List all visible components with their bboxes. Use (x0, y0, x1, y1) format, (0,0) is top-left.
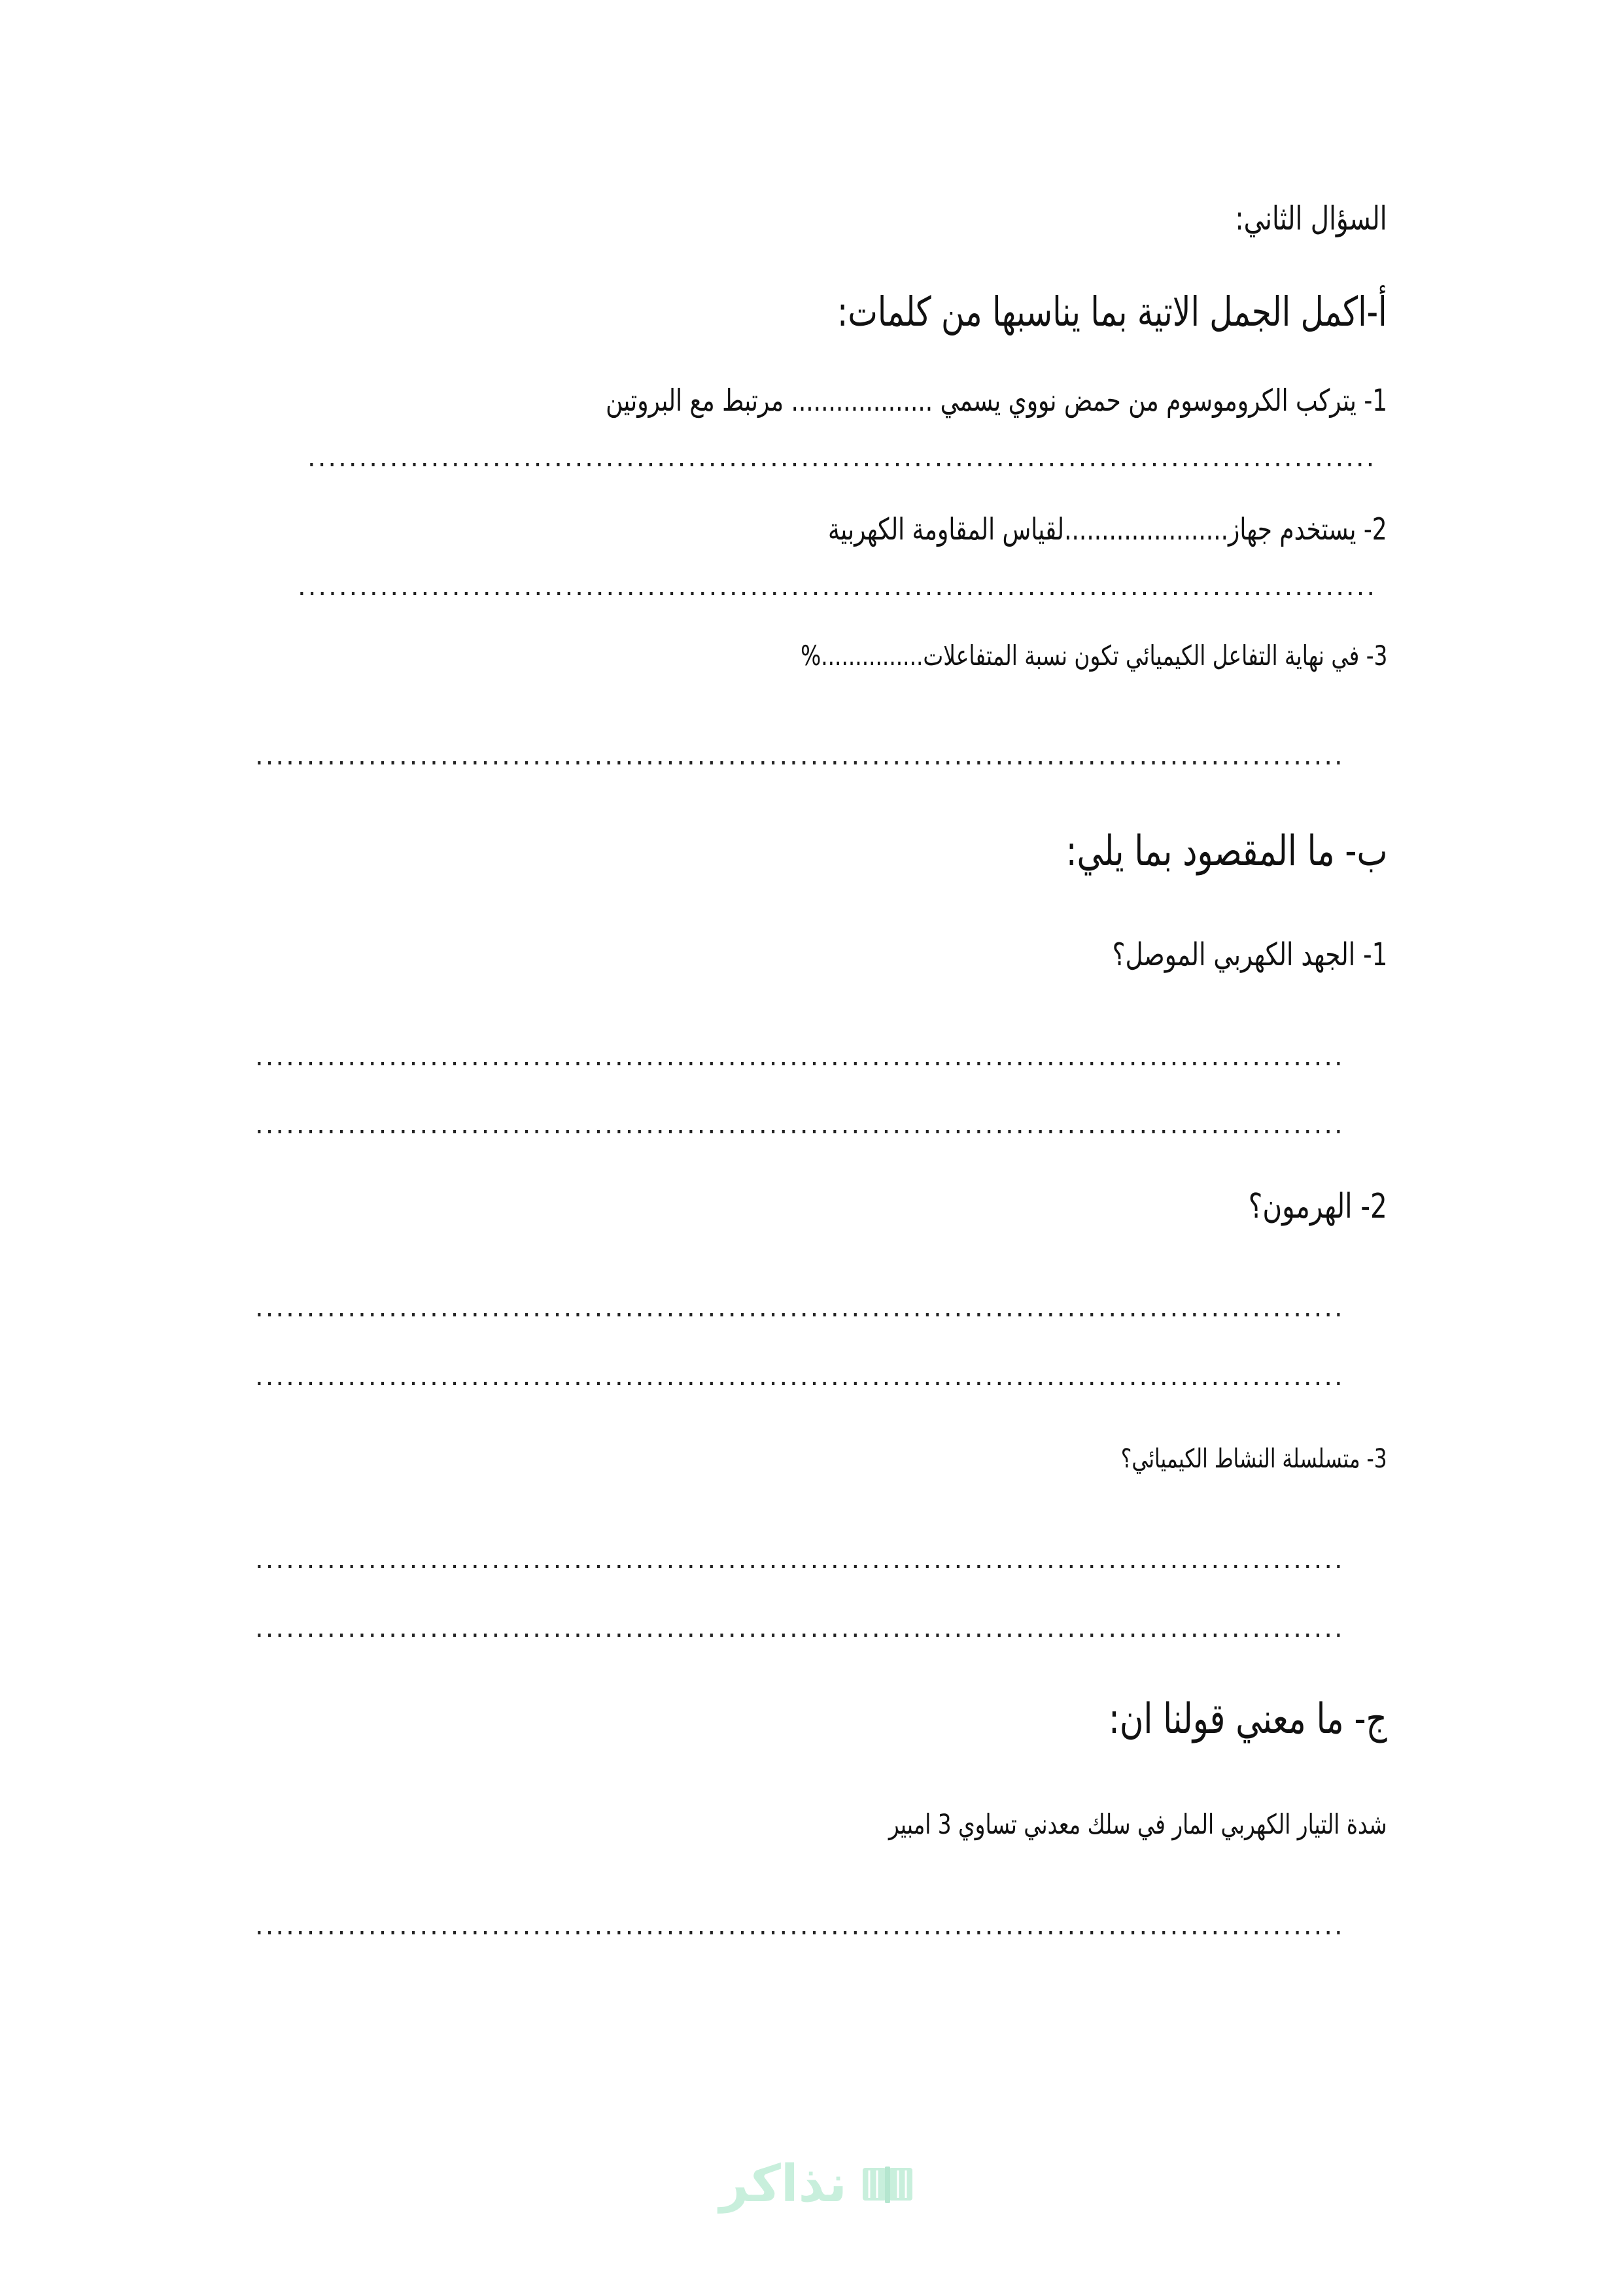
fill-blank-item-2: 2- يستخدم جهاز......................لقياس المقاومة الكهربية (828, 511, 1387, 547)
section-c-heading: ج- ما معني قولنا ان: (1109, 1695, 1387, 1743)
fill-blank-item-1: 1- يتركب الكروموسوم من حمض نووي يسمي ................... مرتبط مع البروتين (605, 383, 1387, 418)
definition-item-3: 3- متسلسلة النشاط الكيميائي؟ (1121, 1444, 1387, 1474)
watermark-text: نذاكر (719, 2155, 847, 2214)
meaning-statement: شدة التيار الكهربي المار في سلك معدني تساوي 3 امبير (889, 1808, 1387, 1840)
answer-line (255, 1295, 1344, 1321)
answer-line (307, 445, 1375, 471)
section-a-heading: أ-اكمل الجمل الاتية بما يناسبها من كلمات: (837, 288, 1387, 335)
fill-blank-item-3: 3- في نهاية التفاعل الكيميائي تكون نسبة المتفاعلات...............% (800, 640, 1387, 672)
section-b-heading: ب- ما المقصود بما يلي: (1065, 827, 1387, 876)
answer-line (255, 1363, 1344, 1390)
watermark-logo (719, 2145, 935, 2223)
answer-line (255, 1615, 1344, 1641)
answer-line (255, 1913, 1344, 1939)
answer-line (255, 1112, 1344, 1138)
answer-line (298, 574, 1375, 600)
definition-item-1: 1- الجهد الكهربي الموصل؟ (1112, 936, 1387, 973)
definition-item-2: 2- الهرمون؟ (1248, 1187, 1387, 1226)
answer-line (255, 1547, 1344, 1573)
answer-line (255, 743, 1344, 769)
question-title: السؤال الثاني: (1235, 199, 1387, 237)
answer-line (255, 1044, 1344, 1070)
book-icon (861, 2164, 914, 2204)
